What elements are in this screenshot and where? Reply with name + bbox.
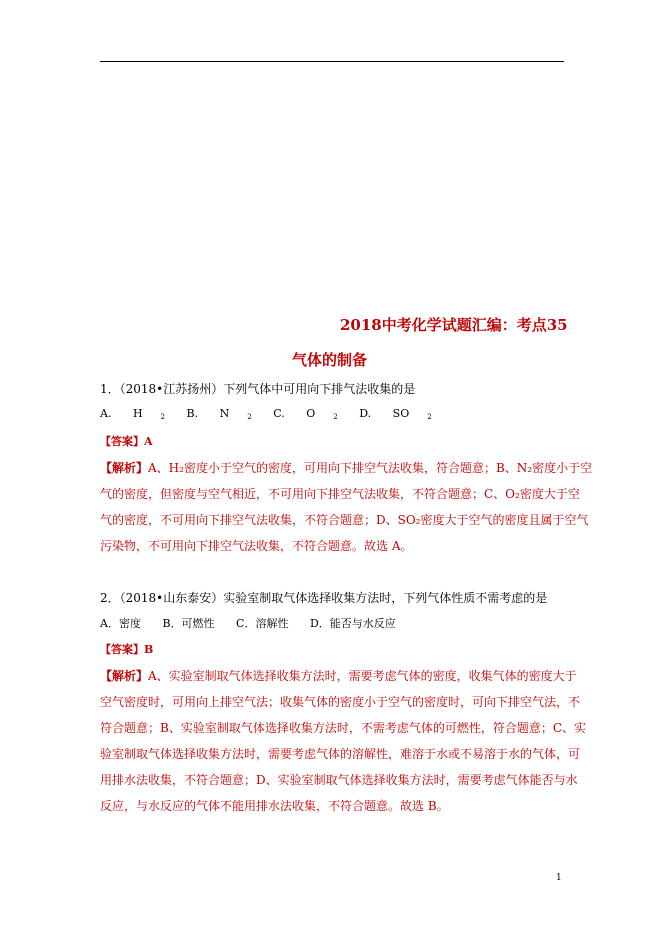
explanation-tag: 【解析】 xyxy=(100,669,149,683)
question-2-stem: 2．（2018•山东泰安）实验室制取气体选择收集方法时，下列气体性质不需考虑的是 xyxy=(100,591,548,605)
question-1-answer: 【答案】A xyxy=(100,435,153,448)
question-2-explanation-line-5: 用排水法收集，不符合题意；D、实验室制取气体选择收集方法时，需要考虑气体能否与水 xyxy=(100,773,578,787)
question-2-answer: 【答案】B xyxy=(100,643,154,656)
document-subtitle: 气体的制备 xyxy=(292,351,368,369)
question-2-explanation-line-3: 符合题意；B、实验室制取气体选择收集方法时，不需考虑气体的可燃性，符合题意；C、实 xyxy=(100,721,587,735)
q1-option-b: B. N $_2$ xyxy=(186,407,252,421)
question-1-explanation-line-2: 气的密度，但密度与空气相近，不可用向下排空气法收集，不符合题意；C、O₂密度大于空 xyxy=(100,487,580,501)
question-2-explanation-line-6: 反应，与水反应的气体不能用排水法收集，不符合题意。故选 B。 xyxy=(100,799,449,813)
q2-option-a: A．密度 xyxy=(100,617,141,630)
header-rule xyxy=(100,61,564,62)
q2-option-b: B．可燃性 xyxy=(162,617,215,630)
q1-option-c: C. O $_2$ xyxy=(273,407,338,421)
explanation-tag: 【解析】 xyxy=(100,461,149,475)
document-title: 2018中考化学试题汇编：考点35 xyxy=(340,316,568,334)
page-number: 1 xyxy=(556,873,562,883)
q2-option-d: D．能否与水反应 xyxy=(309,617,396,630)
question-2-explanation-line-2: 空气密度时，可用向上排空气法；收集气体的密度小于空气的密度时，可向下排空气法，不 xyxy=(100,695,581,709)
question-1-stem: 1．（2018•江苏扬州）下列气体中可用向下排气法收集的是 xyxy=(100,382,416,396)
q1-option-a: A. H $_2$ xyxy=(100,407,166,421)
q2-option-c: C．溶解性 xyxy=(236,617,289,630)
question-1-options xyxy=(100,407,450,421)
question-1-explanation-line-3: 气的密度，不可用向下排空气法收集，不符合题意；D、SO₂密度大于空气的密度且属于空气 xyxy=(100,513,589,527)
question-2-options xyxy=(100,615,414,631)
question-2-explanation-line-4: 验室制取气体选择收集方法时，需要考虑气体的溶解性，难溶于水或不易溶于水的气体，可 xyxy=(100,747,581,761)
question-1-explanation-line-1: 【解析】A、H₂密度小于空气的密度，可用向下排空气法收集，符合题意；B、N₂密度小于空 xyxy=(100,461,593,475)
question-1-explanation-line-4: 污染物，不可用向下排空气法收集，不符合题意。故选 A。 xyxy=(100,539,413,553)
question-2-explanation-line-1: 【解析】A、实验室制取气体选择收集方法时，需要考虑气体的密度，收集气体的密度大于 xyxy=(100,669,577,683)
q1-option-d: D. SO $_2$ xyxy=(359,407,432,421)
